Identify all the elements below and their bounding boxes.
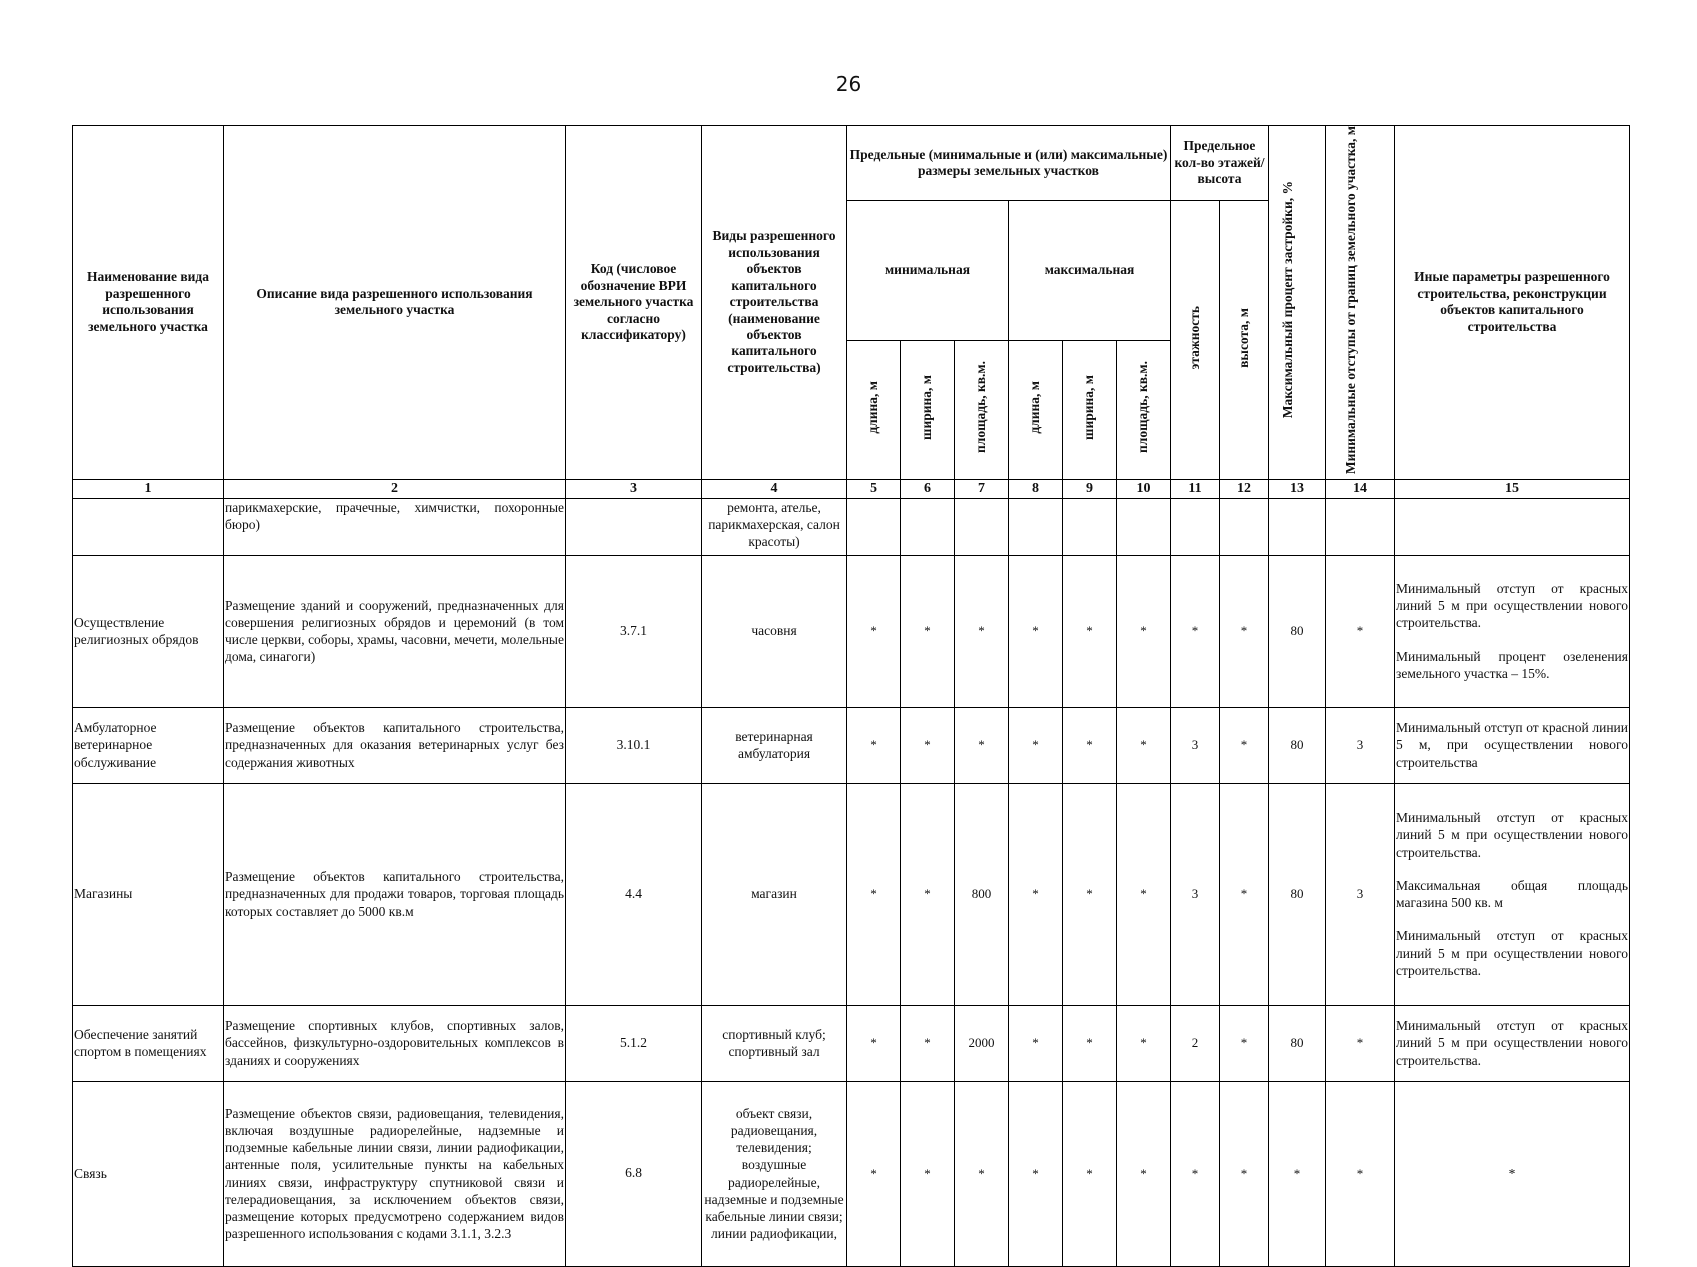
cell-value-col-7 <box>955 498 1009 555</box>
header-col-14 <box>1326 126 1395 480</box>
table-header <box>73 126 1630 499</box>
cell-value-col-14 <box>1326 498 1395 555</box>
header-col-7-text: площадь, кв.м. <box>973 361 989 454</box>
cell-description: Размещение зданий и сооружений, предназначенных для совершения религиозных обрядов и церемоний (в том числе церкви, соборы, храмы, часовни, мечети, молельные дома, синагоги) <box>224 555 566 707</box>
other-param-paragraph: Минимальный отступ от красных линий 5 м при осуществлении нового строительства. <box>1396 580 1628 631</box>
cell-value-col-8: * <box>1009 1081 1063 1266</box>
cell-value-col-10: * <box>1117 555 1171 707</box>
header-col-6 <box>901 340 955 479</box>
cell-value-col-13: 80 <box>1269 555 1326 707</box>
cell-objects: магазин <box>702 783 847 1005</box>
table-row <box>73 783 1630 1005</box>
cell-value-col-12: * <box>1220 1081 1269 1266</box>
header-col-14-text: Минимальные отступы от границ земельного участка, м <box>1343 126 1358 475</box>
cell-other-params <box>1395 555 1630 707</box>
cell-other-params <box>1395 498 1630 555</box>
header-group-min: минимальная <box>847 201 1009 341</box>
column-number: 14 <box>1326 479 1395 498</box>
cell-value-col-13: * <box>1269 1081 1326 1266</box>
table-body <box>73 498 1630 1266</box>
cell-value-col-11: 3 <box>1171 783 1220 1005</box>
cell-value-col-10: * <box>1117 783 1171 1005</box>
cell-code: 6.8 <box>566 1081 702 1266</box>
cell-objects: ветеринарная амбулатория <box>702 707 847 783</box>
cell-name: Магазины <box>73 783 224 1005</box>
cell-value-col-13: 80 <box>1269 783 1326 1005</box>
cell-other-params <box>1395 1005 1630 1081</box>
cell-value-col-8: * <box>1009 707 1063 783</box>
cell-name: Связь <box>73 1081 224 1266</box>
cell-value-col-5: * <box>847 1005 901 1081</box>
cell-value-col-12: * <box>1220 783 1269 1005</box>
cell-name: Амбулаторное ветеринарное обслуживание <box>73 707 224 783</box>
cell-value-col-13: 80 <box>1269 1005 1326 1081</box>
other-param-paragraph: Минимальный отступ от красных линий 5 м при осуществлении нового строительства. <box>1396 928 1628 978</box>
cell-objects: ремонта, ателье, парикмахерская, салон красоты) <box>702 498 847 555</box>
column-number: 6 <box>901 479 955 498</box>
cell-value-col-11: * <box>1171 1081 1220 1266</box>
cell-value-col-7: * <box>955 1081 1009 1266</box>
other-param-paragraph: Минимальный отступ от красных линий 5 м при осуществлении нового строительства. <box>1396 1018 1628 1068</box>
cell-objects: спортивный клуб; спортивный зал <box>702 1005 847 1081</box>
table-row <box>73 1081 1630 1266</box>
column-number: 4 <box>702 479 847 498</box>
cell-value-col-11 <box>1171 498 1220 555</box>
header-col-name: Наименование вида разрешенного использования земельного участка <box>73 126 224 480</box>
cell-code: 3.10.1 <box>566 707 702 783</box>
cell-value-col-12 <box>1220 498 1269 555</box>
column-number: 15 <box>1395 479 1630 498</box>
header-col-5 <box>847 340 901 479</box>
cell-value-col-9: * <box>1063 783 1117 1005</box>
cell-other-params <box>1395 783 1630 1005</box>
cell-objects: объект связи, радиовещания, телевидения; воздушные радиорелейные, надземные и подземные кабельные линии связи; линии радиофикации, <box>702 1081 847 1266</box>
cell-other-params: * <box>1395 1081 1630 1266</box>
header-col-11 <box>1171 201 1220 480</box>
cell-description: Размещение спортивных клубов, спортивных залов, бассейнов, физкультурно-оздоровительных комплексов в зданиях и сооружениях <box>224 1005 566 1081</box>
other-param-paragraph: Минимальный процент озеленения земельного участка – 15%. <box>1396 648 1628 682</box>
cell-value-col-5: * <box>847 1081 901 1266</box>
cell-description: Размещение объектов связи, радиовещания, телевидения, включая воздушные радиорелейные, надземные и подземные кабельные линии связи, линии радиофикации, антенные поля, усилительные пункты на кабельных линиях связи, инфраструктуру спутниковой связи и телерадиовещания, за исключением объектов связи, размещение которых предусмотрено содержанием видов разрешенного использования с кодами 3.1.1, 3.2.3 <box>224 1081 566 1266</box>
cell-name: Осуществление религиозных обрядов <box>73 555 224 707</box>
cell-value-col-7: * <box>955 707 1009 783</box>
cell-value-col-6: * <box>901 783 955 1005</box>
header-col-12-text: высота, м <box>1235 307 1251 368</box>
header-col-description: Описание вида разрешенного использования земельного участка <box>224 126 566 480</box>
column-number: 5 <box>847 479 901 498</box>
cell-value-col-12: * <box>1220 707 1269 783</box>
cell-value-col-14: 3 <box>1326 783 1395 1005</box>
cell-value-col-9 <box>1063 498 1117 555</box>
table-row <box>73 555 1630 707</box>
cell-value-col-5: * <box>847 555 901 707</box>
cell-value-col-9: * <box>1063 707 1117 783</box>
cell-value-col-6: * <box>901 555 955 707</box>
table-row <box>73 707 1630 783</box>
page-number: 26 <box>835 72 862 96</box>
other-param-paragraph: Максимальная общая площадь магазина 500 кв. м <box>1396 877 1628 911</box>
header-col-10-text: площадь, кв.м. <box>1135 361 1151 454</box>
table-row <box>73 498 1630 555</box>
header-col-15: Иные параметры разрешенного строительства, реконструкции объектов капитального строительства <box>1395 126 1630 480</box>
header-group-sizes: Предельные (минимальные и (или) максимальные) размеры земельных участков <box>847 126 1171 201</box>
cell-value-col-7: 2000 <box>955 1005 1009 1081</box>
cell-value-col-5 <box>847 498 901 555</box>
cell-value-col-13: 80 <box>1269 707 1326 783</box>
cell-value-col-10: * <box>1117 1081 1171 1266</box>
cell-objects: часовня <box>702 555 847 707</box>
cell-value-col-14: 3 <box>1326 707 1395 783</box>
header-col-10 <box>1117 340 1171 479</box>
header-col-8 <box>1009 340 1063 479</box>
cell-value-col-7: * <box>955 555 1009 707</box>
header-col-6-text: ширина, м <box>919 374 935 440</box>
cell-value-col-7: 800 <box>955 783 1009 1005</box>
other-param-paragraph: Минимальный отступ от красных линий 5 м при осуществлении нового строительства. <box>1396 810 1628 860</box>
cell-other-params <box>1395 707 1630 783</box>
cell-value-col-5: * <box>847 783 901 1005</box>
cell-description: Размещение объектов капитального строительства, предназначенных для оказания ветеринарных услуг без содержания животных <box>224 707 566 783</box>
cell-value-col-13 <box>1269 498 1326 555</box>
column-numbers-row <box>73 479 1630 498</box>
header-col-5-text: длина, м <box>865 381 881 434</box>
cell-value-col-11: 2 <box>1171 1005 1220 1081</box>
column-number: 8 <box>1009 479 1063 498</box>
cell-value-col-8: * <box>1009 555 1063 707</box>
header-col-7 <box>955 340 1009 479</box>
cell-value-col-10 <box>1117 498 1171 555</box>
column-number: 9 <box>1063 479 1117 498</box>
column-number: 3 <box>566 479 702 498</box>
cell-value-col-12: * <box>1220 555 1269 707</box>
column-number: 2 <box>224 479 566 498</box>
header-col-8-text: длина, м <box>1027 381 1043 434</box>
cell-value-col-6: * <box>901 707 955 783</box>
column-number: 12 <box>1220 479 1269 498</box>
cell-value-col-9: * <box>1063 555 1117 707</box>
header-group-floors: Предельное кол-во этажей/ высота <box>1171 126 1269 201</box>
cell-value-col-10: * <box>1117 1005 1171 1081</box>
other-param-paragraph: Минимальный отступ от красной линии 5 м, при осуществлении нового строительства <box>1396 720 1628 770</box>
header-col-12 <box>1220 201 1269 480</box>
cell-value-col-12: * <box>1220 1005 1269 1081</box>
header-col-objects: Виды разрешенного использования объектов капитального строительства (наименование объектов капитального строительства) <box>702 126 847 480</box>
cell-value-col-6: * <box>901 1005 955 1081</box>
cell-value-col-6 <box>901 498 955 555</box>
cell-value-col-14: * <box>1326 555 1395 707</box>
cell-value-col-10: * <box>1117 707 1171 783</box>
header-group-max: максимальная <box>1009 201 1171 341</box>
cell-value-col-14: * <box>1326 1081 1395 1266</box>
cell-value-col-11: 3 <box>1171 707 1220 783</box>
cell-value-col-6: * <box>901 1081 955 1266</box>
cell-code: 5.1.2 <box>566 1005 702 1081</box>
header-col-11-text: этажность <box>1186 305 1202 370</box>
header-col-13 <box>1269 126 1326 480</box>
cell-value-col-9: * <box>1063 1005 1117 1081</box>
cell-value-col-8: * <box>1009 783 1063 1005</box>
cell-value-col-11: * <box>1171 555 1220 707</box>
column-number: 7 <box>955 479 1009 498</box>
cell-value-col-8 <box>1009 498 1063 555</box>
cell-value-col-14: * <box>1326 1005 1395 1081</box>
column-number: 11 <box>1171 479 1220 498</box>
column-number: 10 <box>1117 479 1171 498</box>
table-row <box>73 1005 1630 1081</box>
cell-name <box>73 498 224 555</box>
header-col-9 <box>1063 340 1117 479</box>
land-use-table <box>72 125 1630 1267</box>
column-number: 13 <box>1269 479 1326 498</box>
cell-code: 3.7.1 <box>566 555 702 707</box>
cell-value-col-9: * <box>1063 1081 1117 1266</box>
cell-description: Размещение объектов капитального строительства, предназначенных для продажи товаров, торговая площадь которых составляет до 5000 кв.м <box>224 783 566 1005</box>
cell-value-col-5: * <box>847 707 901 783</box>
header-col-13-text: Максимальный процент застройки, % <box>1280 181 1295 419</box>
column-number: 1 <box>73 479 224 498</box>
header-col-9-text: ширина, м <box>1081 374 1097 440</box>
cell-value-col-8: * <box>1009 1005 1063 1081</box>
cell-description: парикмахерские, прачечные, химчистки, похоронные бюро) <box>224 498 566 555</box>
cell-code: 4.4 <box>566 783 702 1005</box>
header-col-code: Код (числовое обозначение ВРИ земельного участка согласно классификатору) <box>566 126 702 480</box>
cell-code <box>566 498 702 555</box>
cell-name: Обеспечение занятий спортом в помещениях <box>73 1005 224 1081</box>
